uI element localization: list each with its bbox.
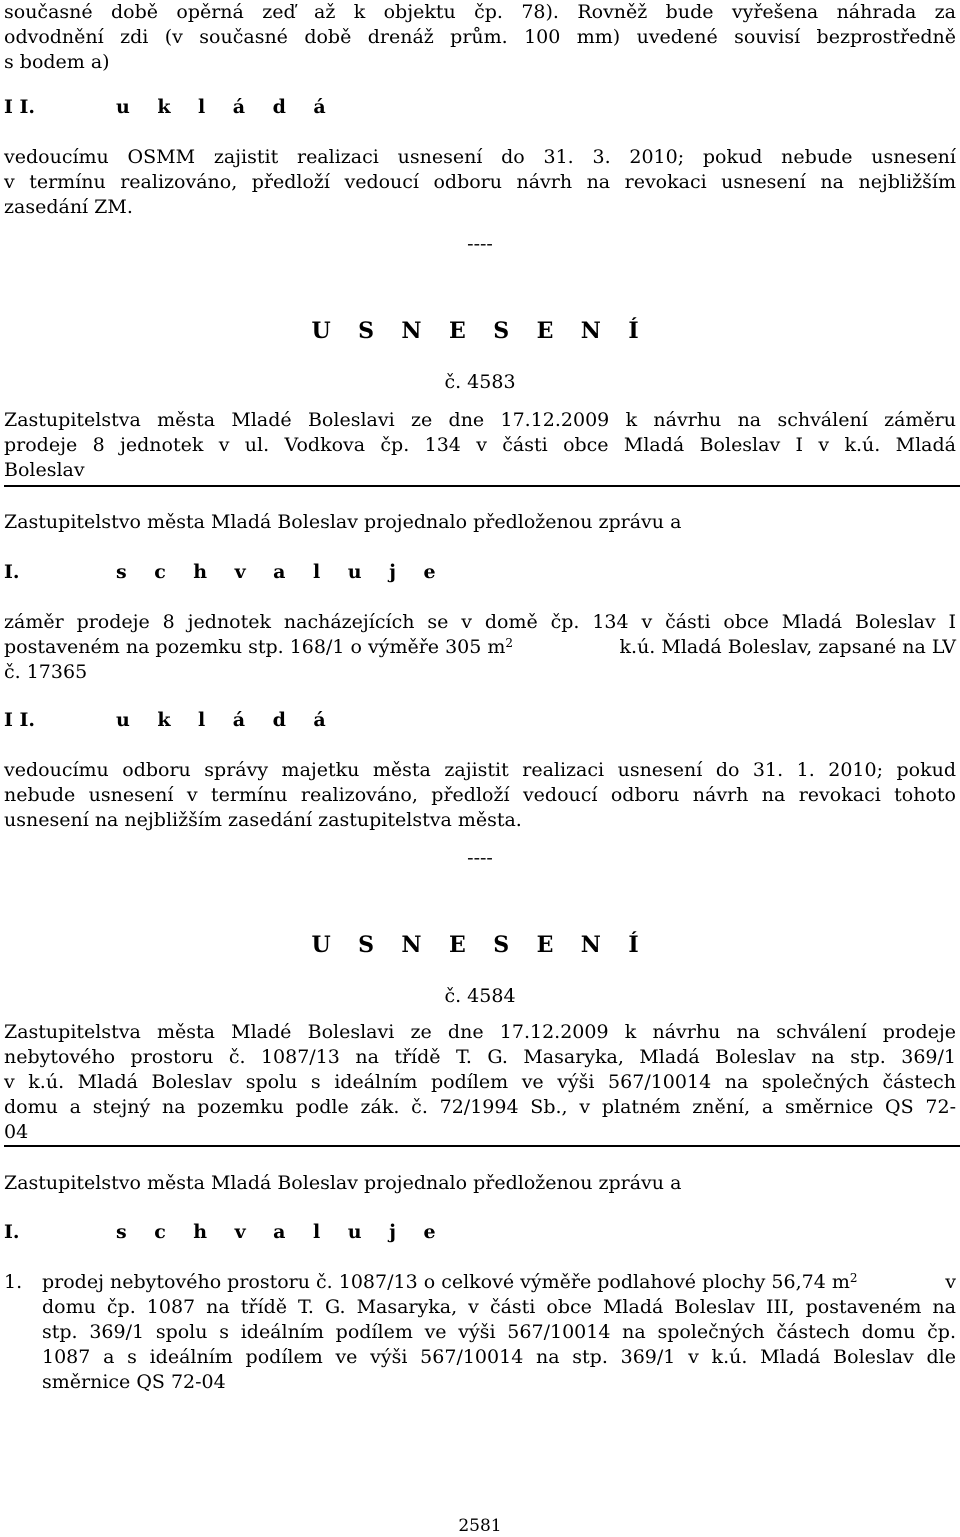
superscript: 2 (849, 1271, 858, 1285)
paragraph-line: současné době opěrná zeď až k objektu čp. 78). Rovněž bude vyřešena náhrada za (4, 1, 956, 23)
section-ii-heading (4, 95, 956, 120)
list-item-line: směrnice QS 72-04 (42, 1371, 226, 1393)
section-mark: I I. (4, 96, 36, 118)
separator: ---- (467, 233, 493, 255)
resolution-number: č. 4583 (444, 371, 516, 393)
section-verb: u k l á d á (116, 709, 337, 731)
section-mark: I. (4, 561, 20, 583)
paragraph-line: v termínu realizováno, předloží vedoucí odboru návrh na revokaci usnesení na nejbližším (4, 171, 956, 193)
separator: ---- (467, 847, 493, 869)
resolution-intro: Zastupitelstvo města Mladá Boleslav projednalo předloženou zprávu a (4, 511, 682, 533)
list-item-number: 1. (4, 1271, 23, 1293)
line-text (4, 635, 513, 660)
title-underline (4, 1145, 960, 1147)
list-item-line: domu čp. 1087 na třídě T. G. Masaryka, v části obce Mladá Boleslav III, postaveném na (42, 1296, 956, 1318)
paragraph-line: č. 17365 (4, 661, 88, 683)
resolution-heading: U S N E S E N Í (311, 318, 649, 344)
resolution-title-line: Zastupitelstva města Mladé Boleslavi ze dne 17.12.2009 k návrhu na schválení prodeje (4, 1021, 956, 1043)
section-ii-heading (4, 708, 956, 733)
line-text-main: prodej nebytového prostoru č. 1087/13 o celkové výměře podlahové plochy 56,74 m (42, 1271, 850, 1293)
resolution-intro: Zastupitelstvo města Mladá Boleslav projednalo předloženou zprávu a (4, 1172, 682, 1194)
paragraph-line: s bodem a) (4, 51, 110, 73)
resolution-title-line: Boleslav (4, 459, 85, 481)
page-number: 2581 (458, 1516, 502, 1536)
line-text (42, 1270, 858, 1295)
resolution-title-line: Zastupitelstva města Mladé Boleslavi ze dne 17.12.2009 k návrhu na schválení záměru (4, 409, 956, 431)
paragraph-line: záměr prodeje 8 jednotek nacházejících se v domě čp. 134 v části obce Mladá Boleslav I (4, 611, 956, 633)
resolution-title-line: 04 (4, 1121, 29, 1143)
resolution-title-line: domu a stejný na pozemku podle zák. č. 72/1994 Sb., v platném znění, a směrnice QS 72- (4, 1096, 956, 1118)
line-text-tail: k.ú. Mladá Boleslav, zapsané na LV (619, 636, 956, 658)
section-verb: s c h v a l u j e (116, 1221, 446, 1243)
section-mark: I. (4, 1221, 20, 1243)
paragraph-line: usnesení na nejbližším zasedání zastupitelstva města. (4, 809, 522, 831)
list-item-line: stp. 369/1 spolu s ideálním podílem ve výši 567/10014 na společných částech domu čp. (42, 1321, 956, 1343)
resolution-heading: U S N E S E N Í (311, 932, 649, 958)
paragraph-line: vedoucímu odboru správy majetku města zajistit realizaci usnesení do 31. 1. 2010; pokud (4, 759, 956, 781)
resolution-title-line: nebytového prostoru č. 1087/13 na třídě T. G. Masaryka, Mladá Boleslav na stp. 369/1 (4, 1046, 956, 1068)
section-i-heading (4, 1220, 956, 1245)
section-mark: I I. (4, 709, 36, 731)
line-text-tail: v (945, 1271, 956, 1293)
paragraph-line: vedoucímu OSMM zajistit realizaci usnesení do 31. 3. 2010; pokud nebude usnesení (4, 146, 956, 168)
section-verb: u k l á d á (116, 96, 337, 118)
resolution-title-line: v k.ú. Mladá Boleslav spolu s ideálním podílem ve výši 567/10014 na společných částech (4, 1071, 956, 1093)
section-verb: s c h v a l u j e (116, 561, 446, 583)
resolution-number: č. 4584 (444, 985, 516, 1007)
title-underline (4, 485, 960, 487)
superscript: 2 (505, 636, 514, 650)
paragraph-line: nebude usnesení v termínu realizováno, předloží vedoucí odboru návrh na revokaci tohoto (4, 784, 956, 806)
list-item-line (42, 1270, 956, 1295)
paragraph-line (4, 635, 956, 660)
paragraph-line: odvodnění zdi (v současné době drenáž prům. 100 mm) uvedené souvisí bezprostředně (4, 26, 956, 48)
paragraph-line: zasedání ZM. (4, 196, 133, 218)
list-item-line: 1087 a s ideálním podílem ve výši 567/10014 na stp. 369/1 v k.ú. Mladá Boleslav dle (42, 1346, 956, 1368)
line-text-main: postaveném na pozemku stp. 168/1 o výměře 305 m (4, 636, 506, 658)
resolution-title-line: prodeje 8 jednotek v ul. Vodkova čp. 134 v části obce Mladá Boleslav I v k.ú. Mladá (4, 434, 956, 456)
section-i-heading (4, 560, 956, 585)
